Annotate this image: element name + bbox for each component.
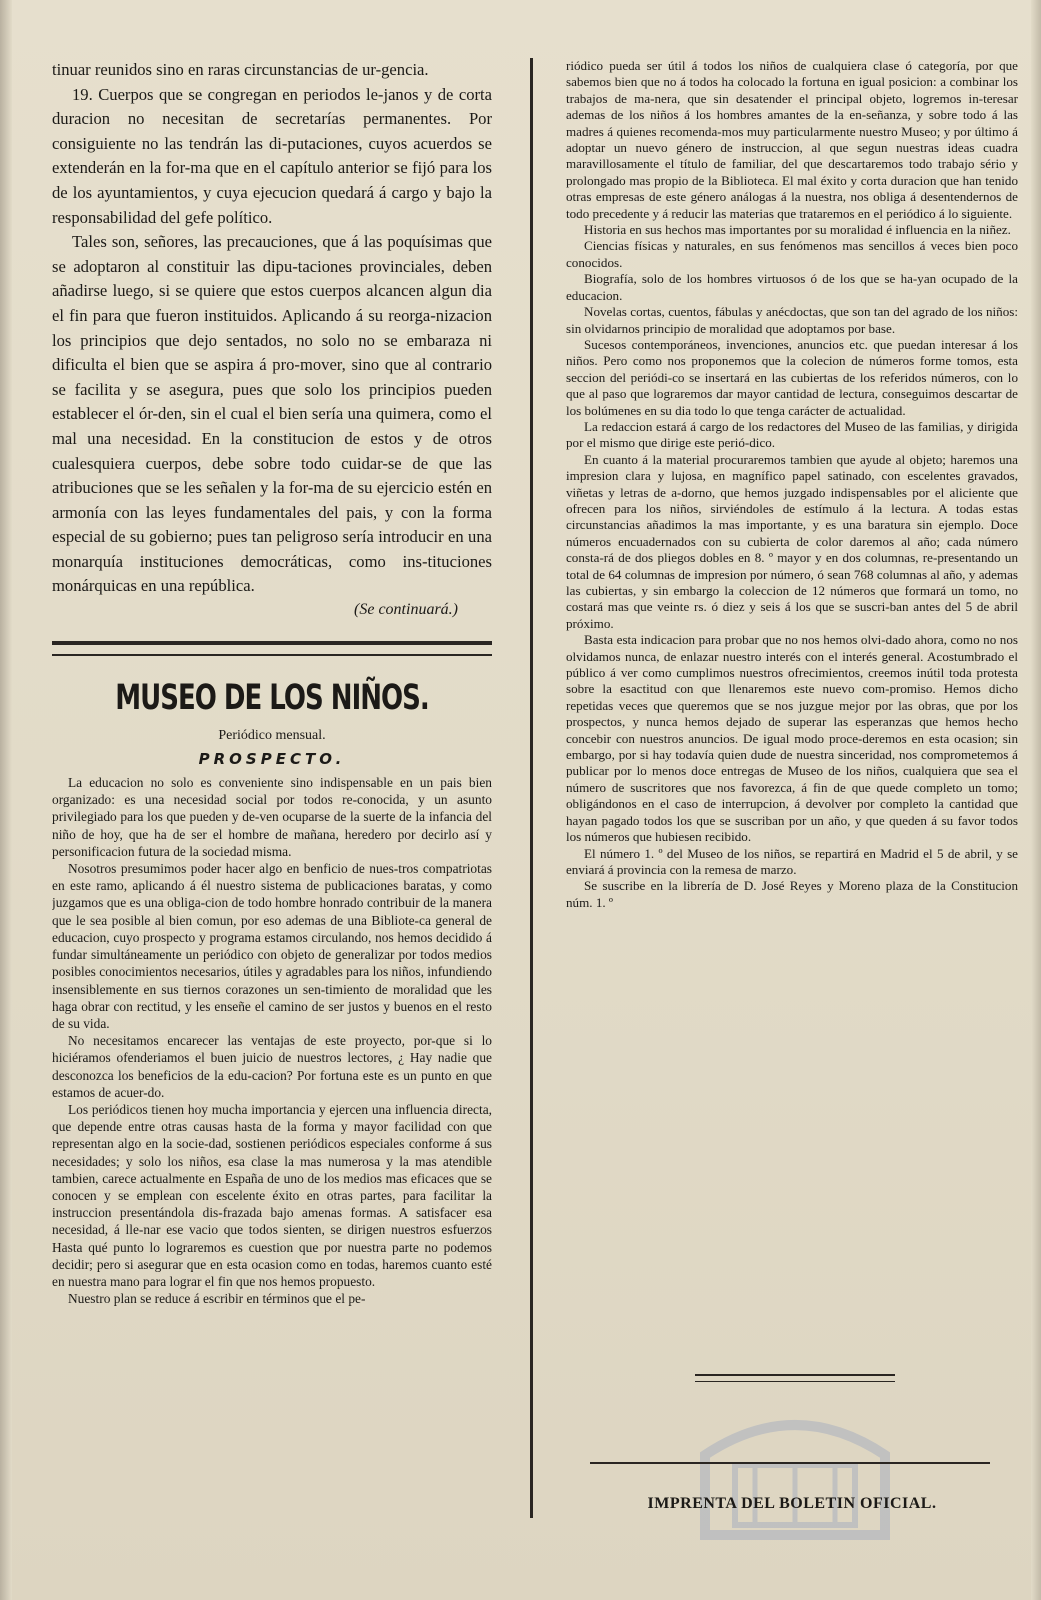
prospecto-paragraph: Basta esta indicacion para probar que no nos hemos olvi-dado ahora, como no nos olvidamos nunca, de enlazar nuestro interés con el interés general. Acostumbrado el público á ver como cumplimos nuestros ofrecimientos, creemos inútil toda protesta sobre la esactitud con que llenaremos este nuevo com-promiso. Hemos dicho repetidas veces que queremos que se nos juzgue mejor por las obras, que por los prospectos, y nunca hemos dejado de superar las esperanzas que hemos hecho concebir con nuestros anuncios. De igual modo proce-deremos en esta ocasion; sin embargo, por si hay todavía quien dude de nuestra sinceridad, nos comprometemos á publicar por lo menos doce entregas de Museo de los niños, cualquiera que sea el número de suscritores que nos favorezca, á fin de que quede completo un tomo; obligándonos en el caso de interrupcion, á devolver por completo la cantidad que hayan pagado todos los que se suscriban por un año, y que queden á su favor todos los números que hubiesen recibido.: [566, 632, 1018, 845]
right-column: [566, 58, 1018, 1350]
short-rule: [695, 1374, 895, 1382]
prospecto-paragraph: El número 1. º del Museo de los niños, se repartirá en Madrid el 5 de abril, y se enviará á provincia con la remesa de marzo.: [566, 845, 1018, 877]
section-divider: [52, 641, 492, 656]
prospecto-paragraph: Los periódicos tienen hoy mucha importancia y ejercen una influencia directa, que depende entre otras causas hasta de la forma y mayor facilidad con que representan algo en la socie-dad, sostienen periódicos especiales conforme á sus necesidades; y solo los niños, esa clase la mas numerosa y la mas atendible tambien, carece actualmente en España de uno de los medios mas eficaces que se conocen y se emplean con escelente éxito en otras partes, para facilitar la instruccion presentándola dis-frazada bajo amenas formas. A satisfacer esa necesidad, á lle-nar ese vacio que todos sienten, se dirigen nuestros esfuerzos Hasta qué punto lo lograremos es cuestion que por nuestra parte no podemos decidir; pero si asegurar que en esta ocasion como en todas, haremos cuanto esté en nuestra mano para lograr el fin que nos hemos propuesto.: [52, 1101, 492, 1289]
intro-paragraph: 19. Cuerpos que se congregan en periodos le-janos y de corta duracion no necesitan de secretarías permanentes. Por consiguiente no las tendrán las di-putaciones, cuyos acuerdos se extenderán en la for-ma que en el capítulo anterior se fijó para los de los ayuntamientos, y cuya ejecucion quedará á cargo y bajo la responsabilidad del gefe político.: [52, 84, 492, 227]
prospecto-paragraph: Nosotros presumimos poder hacer algo en benficio de nues-tros compatriotas en este ramo, aplicando á él nuestro sistema de publicaciones baratas, y como juzgamos que es una obliga-cion de todo hombre honrado contribuir de la manera que le sea posible al bien comun, por eso ademas de una Bibliote-ca general de educacion, cuyo prospecto y programa estamos circulando, nos hemos decidido á fundar simultáneamente un periódico con objeto de generalizar por todos medios posibles conocimientos necesarios, útiles y agradables para los niños, infundiendo insensiblemente en sus tiernos corazones un sen-timiento de moralidad que les haga obrar con rectitud, y les enseñe el camino de ser justos y buenos en el resto de su vida.: [52, 861, 492, 1031]
prospecto-paragraph: Nuestro plan se reduce á escribir en términos que el pe-: [68, 1291, 366, 1307]
prospecto-paragraph: Biografía, solo de los hombres virtuosos ó de los que se ha-yan ocupado de la educacion.: [566, 271, 1018, 303]
column-divider: [530, 58, 533, 1518]
prospecto-paragraph: Ciencias físicas y naturales, en sus fenómenos mas sencillos á veces bien poco conocidos.: [566, 238, 1018, 270]
prospecto-paragraph: En cuanto á la material procuraremos tambien que ayude al objeto; haremos una impresion clara y lujosa, en magnífico papel satinado, con escelentes gravados, viñetas y letras de a-dorno, que hemos juzgado indispensables por el aliciente que ofrecen para los niños, sirviéndoles de estímulo á la lectura. A todas estas circunstancias añadimos la mas importante, y es una baratura sin ejemplo. Doce números encuadernados con su cubierta de color daremos al año; cada número consta-rá de dos pliegos dobles en 8. º mayor y en dos columnas, re-presentando un total de 64 columnas de impresion por número, ó sean 768 columnas al año, y ademas las cubiertas, y sin embargo la coleccion de 12 números que formará un tomo, no costará mas que veinte rs. ó diez y seis á los que se suscri-ban antes del 5 de abril próximo.: [566, 451, 1018, 631]
continued-note: (Se continuará.): [354, 601, 458, 619]
prospecto-paragraph: Novelas cortas, cuentos, fábulas y anécdoctas, que son tan del agrado de los niños: sin olvidarnos principio de moralidad que adoptamos por base.: [566, 304, 1018, 336]
prospecto-paragraph: La educacion no solo es conveniente sino indispensable en un pais bien organizado: es una necesidad social por todos re-conocida, y un asunto privilegiado para los que pueden y de-ven ocuparse de la suerte de la infancia del niño de hoy, que ha de ser el hombre de mañana, heredero por decirlo así y personificacion futura de la sociedad misma.: [52, 775, 492, 859]
intro-paragraph: Tales son, señores, las precauciones, que á las poquísimas que se adoptaron al constituir las dipu-taciones provinciales, deben añadirse luego, si se quiere que estos cuerpos alcancen algun dia el fin para que fueron instituidos. Aplicando á su reorga-nizacion los principios que dejo sentados, no solo no se embaraza ni dificulta el bien que se aspira á pro-mover, sino que al contrario se facilita y se asegura, pues que solo los principios pueden establecer el ór-den, sin el cual el bien sería una quimera, como el mal una necesidad. En la constitucion de estos y de otros cualesquiera cuerpos, debe sobre todo cuidar-se de que las atribuciones que se les señalen y la for-ma de su ejercicio estén en armonía con las leyes fundamentales del pais, y con la forma especial de su gobierno; pues tan peligroso sería introducir en una monarquía instituciones democráticas, como ins-tituciones monárquicas en una república.: [52, 232, 492, 596]
page-edge-right: [1031, 0, 1041, 1600]
archive-seal-watermark: [645, 1385, 945, 1585]
left-column: [52, 58, 492, 1590]
prospecto-paragraph: No necesitamos encarecer las ventajas de este proyecto, por-que si lo hiciéramos ofenderiamos el buen juicio de nuestros lectores, ¿ Hay nadie que desconozca los beneficios de la edu-cacion? Por fortuna este es un punto en que estamos de acuer-do.: [52, 1033, 492, 1100]
prospecto-paragraph: Historia en sus hechos mas importantes por su moralidad é influencia en la niñez.: [584, 222, 1011, 238]
prospecto-paragraph: Sucesos contemporáneos, invenciones, anuncios etc. que puedan interesar á los niños. Pero como nos proponemos que la colecion de números forme tomos, esta seccion del periódi-co se insertará en las cubiertas de los referidos números, con lo que al paso que lograremos dar mayor cantidad de lectura, conseguimos descartar de los bolúmenes en su dia todo lo que tenga carácter de actualidad.: [566, 336, 1018, 418]
prospecto-paragraph: La redaccion estará á cargo de los redactores del Museo de las familias, y dirigida por el mismo que dirige este perió-dico.: [566, 418, 1018, 451]
long-rule: [590, 1462, 990, 1464]
prospecto-paragraph: Se suscribe en la librería de D. José Reyes y Moreno plaza de la Constitucion núm. 1. º: [566, 878, 1018, 910]
intro-paragraph: tinuar reunidos sino en raras circunstancias de ur-gencia.: [52, 60, 429, 79]
periodico-subtitle: Periódico mensual.: [218, 728, 326, 744]
imprenta-footer: IMPRENTA DEL BOLETIN OFICIAL.: [647, 1495, 937, 1512]
prospecto-paragraph: riódico pueda ser útil á todos los niños de cualquiera clase ó categoría, por que sabemos bien que no á todos ha colocado la fortuna en igual posicion: a combinar los trabajos de ma-nera, que sin desatender el principal objeto, logremos in-teresar ademas de los niños á los hombres amantes de la en-señanza, y sobre todo á las madres á quienes recomenda-mos muy particularmente nuestro Museo; y por último á adoptar un nuevo género de instruccion, al que segun nuestras ideas cuadra maravillosamente el título de familiar, del que descartaremos todo trabajo sério y prolongado mas propio de la Biblioteca. El mal éxito y corta duracion que han tenido otras empresas de este género análogas á la nuestra, nos obliga á desentendernos de todo precedente y á reducir las materias que trataremos en el periódico á lo siguiente.: [566, 58, 1018, 221]
museo-title: MUSEO DE LOS NIÑOS.: [115, 678, 429, 719]
prospecto-heading: PROSPECTO.: [198, 750, 346, 769]
page-edge-left: [0, 0, 12, 1600]
